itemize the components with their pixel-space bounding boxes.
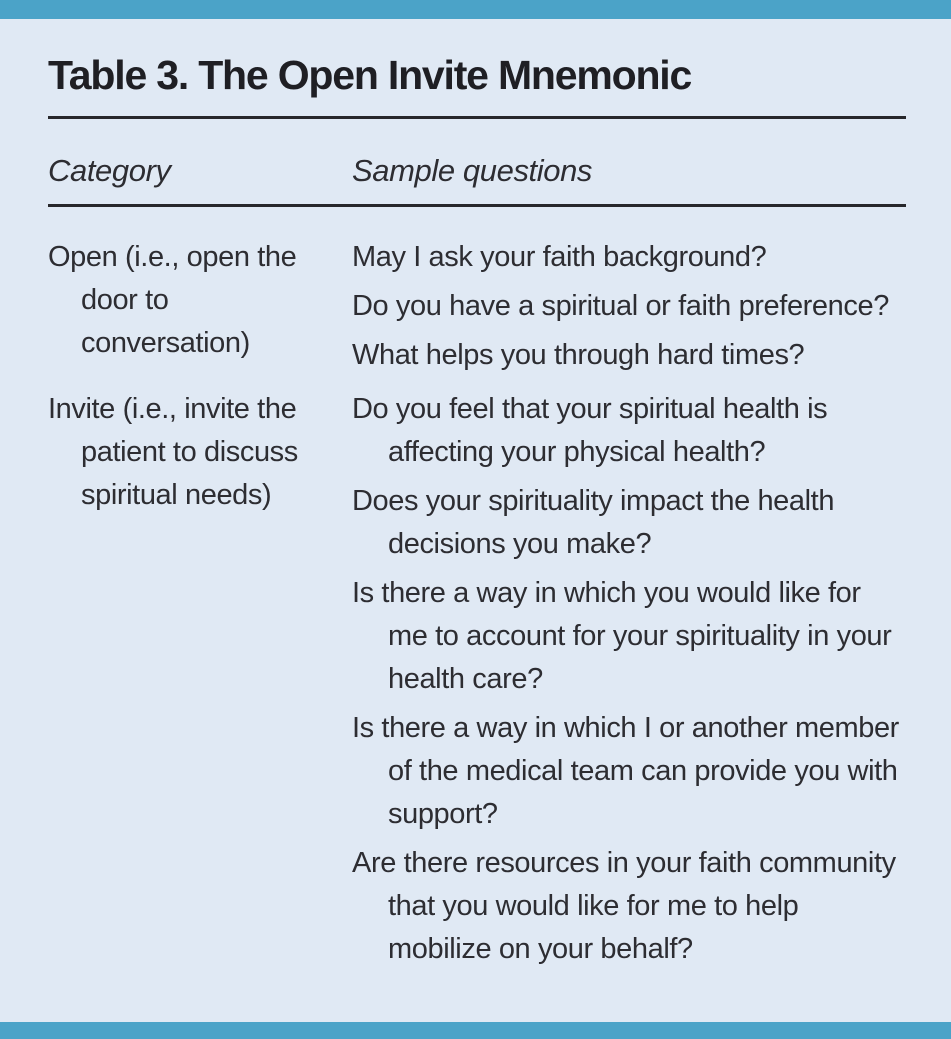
table-row (48, 388, 906, 971)
table-figure (0, 19, 951, 1022)
sample-question: Do you have a spiritual or faith preference? (352, 290, 889, 322)
sample-question: Are there resources in your faith community that you would like for me to help mobilize on your behalf? (352, 847, 896, 965)
sample-question: Is there a way in which I or another member of the medical team can provide you with support? (352, 712, 899, 830)
table-header-row (48, 119, 906, 204)
category-cell: Open (i.e., open the door to conversation) (48, 241, 297, 359)
column-header-sample-questions: Sample questions (352, 153, 593, 188)
sample-question: What helps you through hard times? (352, 339, 805, 371)
category-cell: Invite (i.e., invite the patient to discuss spiritual needs) (48, 393, 298, 511)
sample-question: Does your spirituality impact the health decisions you make? (352, 485, 835, 560)
sample-question: Is there a way in which you would like for me to account for your spirituality in your health care? (352, 577, 892, 695)
sample-question: Do you feel that your spiritual health is affecting your physical health? (352, 393, 828, 468)
top-accent-bar (0, 0, 951, 19)
questions-cell (352, 236, 906, 377)
questions-cell (352, 388, 906, 971)
table-title: Table 3. The Open Invite Mnemonic (48, 52, 692, 98)
table-row (48, 236, 906, 377)
column-header-category: Category (48, 153, 171, 188)
bottom-accent-bar (0, 1022, 951, 1039)
table-body (48, 207, 906, 971)
sample-question: May I ask your faith background? (352, 241, 767, 273)
